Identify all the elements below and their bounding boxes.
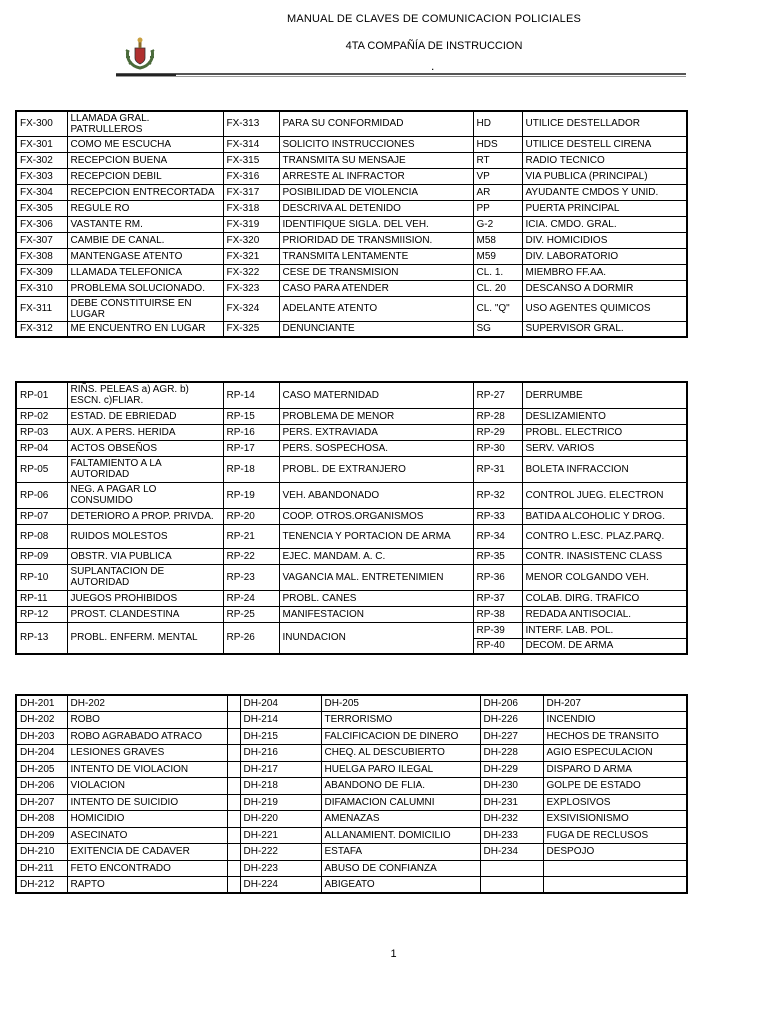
- meaning-cell: [227, 728, 240, 745]
- meaning-cell: LLAMADA GRAL. PATRULLEROS: [67, 111, 223, 136]
- meaning-cell: [227, 778, 240, 795]
- meaning-cell: ROBO: [67, 712, 227, 729]
- code-cell: [480, 877, 543, 894]
- table-row: [16, 200, 687, 216]
- code-cell: FX-312: [16, 321, 67, 337]
- code-cell: FX-304: [16, 184, 67, 200]
- meaning-cell: CAMBIE DE CANAL.: [67, 232, 223, 248]
- document-title: MANUAL DE CLAVES DE COMUNICACION POLICIALES: [286, 13, 582, 25]
- code-cell: DH-210: [16, 844, 67, 861]
- meaning-cell: DIV. HOMICIDIOS: [522, 232, 687, 248]
- meaning-cell: COLAB. DIRG. TRAFICO: [522, 590, 687, 606]
- meaning-cell: AYUDANTE CMDOS Y UNID.: [522, 184, 687, 200]
- table-row: [16, 811, 687, 828]
- code-cell: DH-231: [480, 794, 543, 811]
- meaning-cell: ESTAD. DE EBRIEDAD: [67, 408, 223, 424]
- meaning-cell: MANIFESTACION: [279, 606, 473, 622]
- code-cell: DH-226: [480, 712, 543, 729]
- code-cell: FX-319: [223, 216, 279, 232]
- code-cell: VP: [473, 168, 522, 184]
- code-cell: RP-17: [223, 440, 279, 456]
- code-cell: DH-201: [16, 695, 67, 712]
- meaning-cell: HUELGA PARO ILEGAL: [321, 761, 480, 778]
- code-cell: RP-01: [16, 382, 67, 408]
- meaning-cell: ACTOS OBSEÑOS: [67, 440, 223, 456]
- code-cell: CL. 20: [473, 280, 522, 296]
- table-row: [16, 382, 687, 408]
- dh-codes-table: [15, 694, 688, 894]
- meaning-cell: PROBL. ENFERM. MENTAL: [67, 622, 223, 654]
- meaning-cell: FALTAMIENTO A LA AUTORIDAD: [67, 456, 223, 482]
- table-row: [16, 456, 687, 482]
- code-cell: FX-316: [223, 168, 279, 184]
- meaning-cell: RAPTO: [67, 877, 227, 894]
- meaning-cell: REDADA ANTISOCIAL.: [522, 606, 687, 622]
- code-cell: FX-321: [223, 248, 279, 264]
- code-cell: RP-34: [473, 524, 522, 548]
- code-cell: RP-04: [16, 440, 67, 456]
- meaning-cell: ARRESTE AL INFRACTOR: [279, 168, 473, 184]
- code-cell: DH-208: [16, 811, 67, 828]
- meaning-cell: VAGANCIA MAL. ENTRETENIMIEN: [279, 564, 473, 590]
- meaning-cell: EJEC. MANDAM. A. C.: [279, 548, 473, 564]
- meaning-cell: HOMICIDIO: [67, 811, 227, 828]
- code-cell: FX-325: [223, 321, 279, 337]
- code-cell: DH-224: [240, 877, 321, 894]
- meaning-cell: INCENDIO: [543, 712, 687, 729]
- code-cell: FX-310: [16, 280, 67, 296]
- meaning-cell: CONTROL JUEG. ELECTRON: [522, 482, 687, 508]
- meaning-cell: RECEPCION BUENA: [67, 152, 223, 168]
- code-cell: DH-203: [16, 728, 67, 745]
- code-cell: G-2: [473, 216, 522, 232]
- table-row: [16, 778, 687, 795]
- code-cell: SG: [473, 321, 522, 337]
- meaning-cell: REGULE RO: [67, 200, 223, 216]
- meaning-cell: BATIDA ALCOHOLIC Y DROG.: [522, 508, 687, 524]
- code-cell: M58: [473, 232, 522, 248]
- code-cell: RP-31: [473, 456, 522, 482]
- meaning-cell: INTENTO DE VIOLACION: [67, 761, 227, 778]
- meaning-cell: DH-205: [321, 695, 480, 712]
- code-cell: RP-27: [473, 382, 522, 408]
- meaning-cell: MENOR COLGANDO VEH.: [522, 564, 687, 590]
- meaning-cell: EXSIVISIONISMO: [543, 811, 687, 828]
- code-cell: DH-219: [240, 794, 321, 811]
- meaning-cell: VEH. ABANDONADO: [279, 482, 473, 508]
- code-cell: RP-30: [473, 440, 522, 456]
- code-cell: FX-308: [16, 248, 67, 264]
- code-cell: DH-211: [16, 860, 67, 877]
- code-cell: FX-307: [16, 232, 67, 248]
- code-cell: RP-07: [16, 508, 67, 524]
- meaning-cell: CHEQ. AL DESCUBIERTO: [321, 745, 480, 762]
- code-cell: FX-315: [223, 152, 279, 168]
- meaning-cell: DH-202: [67, 695, 227, 712]
- code-cell: DH-220: [240, 811, 321, 828]
- code-cell: PP: [473, 200, 522, 216]
- code-cell: FX-322: [223, 264, 279, 280]
- meaning-cell: CASO PARA ATENDER: [279, 280, 473, 296]
- meaning-cell: DISPARO D ARMA: [543, 761, 687, 778]
- table-row: [16, 508, 687, 524]
- meaning-cell: COOP. OTROS.ORGANISMOS: [279, 508, 473, 524]
- meaning-cell: DESCRIVA AL DETENIDO: [279, 200, 473, 216]
- meaning-cell: LESIONES GRAVES: [67, 745, 227, 762]
- meaning-cell: EXITENCIA DE CADAVER: [67, 844, 227, 861]
- code-cell: FX-323: [223, 280, 279, 296]
- code-cell: DH-230: [480, 778, 543, 795]
- table-row: [16, 844, 687, 861]
- code-cell: RP-23: [223, 564, 279, 590]
- meaning-cell: INTERF. LAB. POL.: [522, 622, 687, 638]
- code-cell: RP-24: [223, 590, 279, 606]
- meaning-cell: UTILICE DESTELL CIRENA: [522, 136, 687, 152]
- code-cell: RP-10: [16, 564, 67, 590]
- table-row: [16, 827, 687, 844]
- meaning-cell: PERS. EXTRAVIADA: [279, 424, 473, 440]
- code-cell: FX-309: [16, 264, 67, 280]
- meaning-cell: PERS. SOSPECHOSA.: [279, 440, 473, 456]
- table-row: [16, 622, 687, 638]
- meaning-cell: SUPERVISOR GRAL.: [522, 321, 687, 337]
- meaning-cell: PROST. CLANDESTINA: [67, 606, 223, 622]
- meaning-cell: PROBLEMA DE MENOR: [279, 408, 473, 424]
- meaning-cell: SOLICITO INSTRUCCIONES: [279, 136, 473, 152]
- code-cell: FX-311: [16, 296, 67, 321]
- meaning-cell: [227, 844, 240, 861]
- table-row: [16, 745, 687, 762]
- page-number: 1: [390, 948, 397, 960]
- meaning-cell: ALLANAMIENT. DOMICILIO: [321, 827, 480, 844]
- table-row: [16, 761, 687, 778]
- table-row: [16, 548, 687, 564]
- code-cell: FX-302: [16, 152, 67, 168]
- code-cell: FX-318: [223, 200, 279, 216]
- meaning-cell: [227, 860, 240, 877]
- code-cell: HDS: [473, 136, 522, 152]
- code-cell: DH-204: [16, 745, 67, 762]
- meaning-cell: FETO ENCONTRADO: [67, 860, 227, 877]
- code-cell: RP-29: [473, 424, 522, 440]
- table-row: [16, 424, 687, 440]
- meaning-cell: POSIBILIDAD DE VIOLENCIA: [279, 184, 473, 200]
- meaning-cell: INUNDACION: [279, 622, 473, 654]
- meaning-cell: CONTR. INASISTENC CLASS: [522, 548, 687, 564]
- code-cell: DH-233: [480, 827, 543, 844]
- code-cell: FX-305: [16, 200, 67, 216]
- code-cell: DH-209: [16, 827, 67, 844]
- code-cell: RP-11: [16, 590, 67, 606]
- code-cell: DH-204: [240, 695, 321, 712]
- meaning-cell: ABUSO DE CONFIANZA: [321, 860, 480, 877]
- code-cell: RP-20: [223, 508, 279, 524]
- table-row: [16, 408, 687, 424]
- meaning-cell: NEG. A PAGAR LO CONSUMIDO: [67, 482, 223, 508]
- code-cell: RP-09: [16, 548, 67, 564]
- meaning-cell: SUPLANTACION DE AUTORIDAD: [67, 564, 223, 590]
- table-row: [16, 152, 687, 168]
- meaning-cell: HECHOS DE TRANSITO: [543, 728, 687, 745]
- code-cell: RP-35: [473, 548, 522, 564]
- table-row: [16, 248, 687, 264]
- meaning-cell: DIFAMACION CALUMNI: [321, 794, 480, 811]
- meaning-cell: ASECINATO: [67, 827, 227, 844]
- police-emblem-icon: [122, 36, 158, 72]
- meaning-cell: COMO ME ESCUCHA: [67, 136, 223, 152]
- meaning-cell: ABIGEATO: [321, 877, 480, 894]
- code-cell: DH-207: [16, 794, 67, 811]
- meaning-cell: RADIO TECNICO: [522, 152, 687, 168]
- code-cell: DH-217: [240, 761, 321, 778]
- meaning-cell: ME ENCUENTRO EN LUGAR: [67, 321, 223, 337]
- meaning-cell: AMENAZAS: [321, 811, 480, 828]
- rp-codes-table: [15, 381, 688, 655]
- meaning-cell: CESE DE TRANSMISION: [279, 264, 473, 280]
- code-cell: RP-12: [16, 606, 67, 622]
- code-cell: FX-313: [223, 111, 279, 136]
- code-cell: FX-320: [223, 232, 279, 248]
- meaning-cell: DESPOJO: [543, 844, 687, 861]
- code-cell: RP-18: [223, 456, 279, 482]
- code-cell: RP-26: [223, 622, 279, 654]
- meaning-cell: CASO MATERNIDAD: [279, 382, 473, 408]
- table-row: [16, 877, 687, 894]
- table-row: [16, 264, 687, 280]
- meaning-cell: MANTENGASE ATENTO: [67, 248, 223, 264]
- code-cell: DH-202: [16, 712, 67, 729]
- table-row: [16, 695, 687, 712]
- meaning-cell: [227, 695, 240, 712]
- table-row: [16, 606, 687, 622]
- meaning-cell: DENUNCIANTE: [279, 321, 473, 337]
- meaning-cell: [227, 761, 240, 778]
- meaning-cell: TRANSMITA SU MENSAJE: [279, 152, 473, 168]
- code-cell: FX-317: [223, 184, 279, 200]
- code-cell: RP-15: [223, 408, 279, 424]
- code-cell: RP-22: [223, 548, 279, 564]
- code-cell: RP-38: [473, 606, 522, 622]
- meaning-cell: EXPLOSIVOS: [543, 794, 687, 811]
- meaning-cell: DECOM. DE ARMA: [522, 638, 687, 654]
- header-rule: [116, 73, 686, 75]
- code-cell: DH-212: [16, 877, 67, 894]
- code-cell: RP-21: [223, 524, 279, 548]
- meaning-cell: [227, 811, 240, 828]
- meaning-cell: FALCIFICACION DE DINERO: [321, 728, 480, 745]
- header-rule-accent: [116, 74, 176, 76]
- code-cell: RP-33: [473, 508, 522, 524]
- meaning-cell: [227, 877, 240, 894]
- code-cell: FX-300: [16, 111, 67, 136]
- meaning-cell: PROBLEMA SOLUCIONADO.: [67, 280, 223, 296]
- code-cell: RP-16: [223, 424, 279, 440]
- table-row: [16, 321, 687, 337]
- code-cell: RP-37: [473, 590, 522, 606]
- code-cell: DH-218: [240, 778, 321, 795]
- code-cell: DH-229: [480, 761, 543, 778]
- code-cell: RP-14: [223, 382, 279, 408]
- code-cell: DH-234: [480, 844, 543, 861]
- meaning-cell: PARA SU CONFORMIDAD: [279, 111, 473, 136]
- code-cell: M59: [473, 248, 522, 264]
- meaning-cell: IDENTIFIQUE SIGLA. DEL VEH.: [279, 216, 473, 232]
- meaning-cell: DH-207: [543, 695, 687, 712]
- meaning-cell: DEBE CONSTITUIRSE EN LUGAR: [67, 296, 223, 321]
- code-cell: RT: [473, 152, 522, 168]
- code-cell: DH-215: [240, 728, 321, 745]
- code-cell: RP-19: [223, 482, 279, 508]
- table-row: [16, 794, 687, 811]
- code-cell: [480, 860, 543, 877]
- code-cell: FX-324: [223, 296, 279, 321]
- table-row: [16, 168, 687, 184]
- meaning-cell: [227, 745, 240, 762]
- fx-codes-table: [15, 110, 688, 338]
- code-cell: HD: [473, 111, 522, 136]
- code-cell: RP-05: [16, 456, 67, 482]
- table-row: [16, 280, 687, 296]
- code-cell: DH-206: [480, 695, 543, 712]
- meaning-cell: RECEPCION DEBIL: [67, 168, 223, 184]
- meaning-cell: RECEPCION ENTRECORTADA: [67, 184, 223, 200]
- code-cell: RP-02: [16, 408, 67, 424]
- table-row: [16, 136, 687, 152]
- code-cell: DH-206: [16, 778, 67, 795]
- code-cell: CL. 1.: [473, 264, 522, 280]
- meaning-cell: PROBL. ELECTRICO: [522, 424, 687, 440]
- meaning-cell: AUX. A PERS. HERIDA: [67, 424, 223, 440]
- meaning-cell: GOLPE DE ESTADO: [543, 778, 687, 795]
- code-cell: DH-232: [480, 811, 543, 828]
- meaning-cell: DIV. LABORATORIO: [522, 248, 687, 264]
- meaning-cell: UTILICE DESTELLADOR: [522, 111, 687, 136]
- table-row: [16, 728, 687, 745]
- code-cell: FX-301: [16, 136, 67, 152]
- table-row: [16, 232, 687, 248]
- table-row: [16, 296, 687, 321]
- meaning-cell: SERV. VARIOS: [522, 440, 687, 456]
- meaning-cell: MIEMBRO FF.AA.: [522, 264, 687, 280]
- meaning-cell: ADELANTE ATENTO: [279, 296, 473, 321]
- code-cell: RP-08: [16, 524, 67, 548]
- header-dot: .: [431, 59, 435, 73]
- code-cell: DH-205: [16, 761, 67, 778]
- meaning-cell: INTENTO DE SUICIDIO: [67, 794, 227, 811]
- code-cell: DH-222: [240, 844, 321, 861]
- code-cell: RP-39: [473, 622, 522, 638]
- meaning-cell: TERRORISMO: [321, 712, 480, 729]
- meaning-cell: [227, 712, 240, 729]
- meaning-cell: [227, 827, 240, 844]
- meaning-cell: RIÑS. PELEAS a) AGR. b) ESCN. c)FLIAR.: [67, 382, 223, 408]
- meaning-cell: LLAMADA TELEFONICA: [67, 264, 223, 280]
- code-cell: RP-32: [473, 482, 522, 508]
- meaning-cell: TENENCIA Y PORTACION DE ARMA: [279, 524, 473, 548]
- meaning-cell: FUGA DE RECLUSOS: [543, 827, 687, 844]
- code-cell: RP-13: [16, 622, 67, 654]
- header-rule-shadow: [116, 76, 686, 77]
- table-row: [16, 184, 687, 200]
- meaning-cell: JUEGOS PROHIBIDOS: [67, 590, 223, 606]
- table-row: [16, 111, 687, 136]
- meaning-cell: ICIA. CMDO. GRAL.: [522, 216, 687, 232]
- meaning-cell: OBSTR. VIA PUBLICA: [67, 548, 223, 564]
- meaning-cell: PRIORIDAD DE TRANSMIISION.: [279, 232, 473, 248]
- meaning-cell: ABANDONO DE FLIA.: [321, 778, 480, 795]
- code-cell: AR: [473, 184, 522, 200]
- meaning-cell: VIA PUBLICA (PRINCIPAL): [522, 168, 687, 184]
- code-cell: DH-214: [240, 712, 321, 729]
- document-subtitle: 4TA COMPAÑÍA DE INSTRUCCION: [345, 40, 523, 52]
- meaning-cell: PUERTA PRINCIPAL: [522, 200, 687, 216]
- table-row: [16, 712, 687, 729]
- meaning-cell: BOLETA INFRACCION: [522, 456, 687, 482]
- code-cell: RP-03: [16, 424, 67, 440]
- meaning-cell: DETERIORO A PROP. PRIVDA.: [67, 508, 223, 524]
- meaning-cell: DESLIZAMIENTO: [522, 408, 687, 424]
- code-cell: RP-40: [473, 638, 522, 654]
- meaning-cell: CONTRO L.ESC. PLAZ.PARQ.: [522, 524, 687, 548]
- meaning-cell: RUIDOS MOLESTOS: [67, 524, 223, 548]
- code-cell: RP-06: [16, 482, 67, 508]
- meaning-cell: VIOLACION: [67, 778, 227, 795]
- meaning-cell: AGIO ESPECULACION: [543, 745, 687, 762]
- code-cell: FX-303: [16, 168, 67, 184]
- table-row: [16, 482, 687, 508]
- meaning-cell: PROBL. DE EXTRANJERO: [279, 456, 473, 482]
- code-cell: RP-28: [473, 408, 522, 424]
- code-cell: DH-216: [240, 745, 321, 762]
- table-row: [16, 564, 687, 590]
- table-row: [16, 524, 687, 548]
- meaning-cell: USO AGENTES QUIMICOS: [522, 296, 687, 321]
- code-cell: RP-25: [223, 606, 279, 622]
- table-row: [16, 860, 687, 877]
- table-row: [16, 590, 687, 606]
- meaning-cell: DERRUMBE: [522, 382, 687, 408]
- table-row: [16, 440, 687, 456]
- code-cell: DH-223: [240, 860, 321, 877]
- code-cell: FX-306: [16, 216, 67, 232]
- code-cell: DH-227: [480, 728, 543, 745]
- code-cell: DH-228: [480, 745, 543, 762]
- meaning-cell: ESTAFA: [321, 844, 480, 861]
- meaning-cell: ROBO AGRABADO ATRACO: [67, 728, 227, 745]
- code-cell: CL. "Q": [473, 296, 522, 321]
- meaning-cell: TRANSMITA LENTAMENTE: [279, 248, 473, 264]
- meaning-cell: [227, 794, 240, 811]
- meaning-cell: DESCANSO A DORMIR: [522, 280, 687, 296]
- meaning-cell: VASTANTE RM.: [67, 216, 223, 232]
- meaning-cell: PROBL. CANES: [279, 590, 473, 606]
- meaning-cell: [543, 877, 687, 894]
- code-cell: RP-36: [473, 564, 522, 590]
- code-cell: DH-221: [240, 827, 321, 844]
- table-row: [16, 216, 687, 232]
- code-cell: FX-314: [223, 136, 279, 152]
- meaning-cell: [543, 860, 687, 877]
